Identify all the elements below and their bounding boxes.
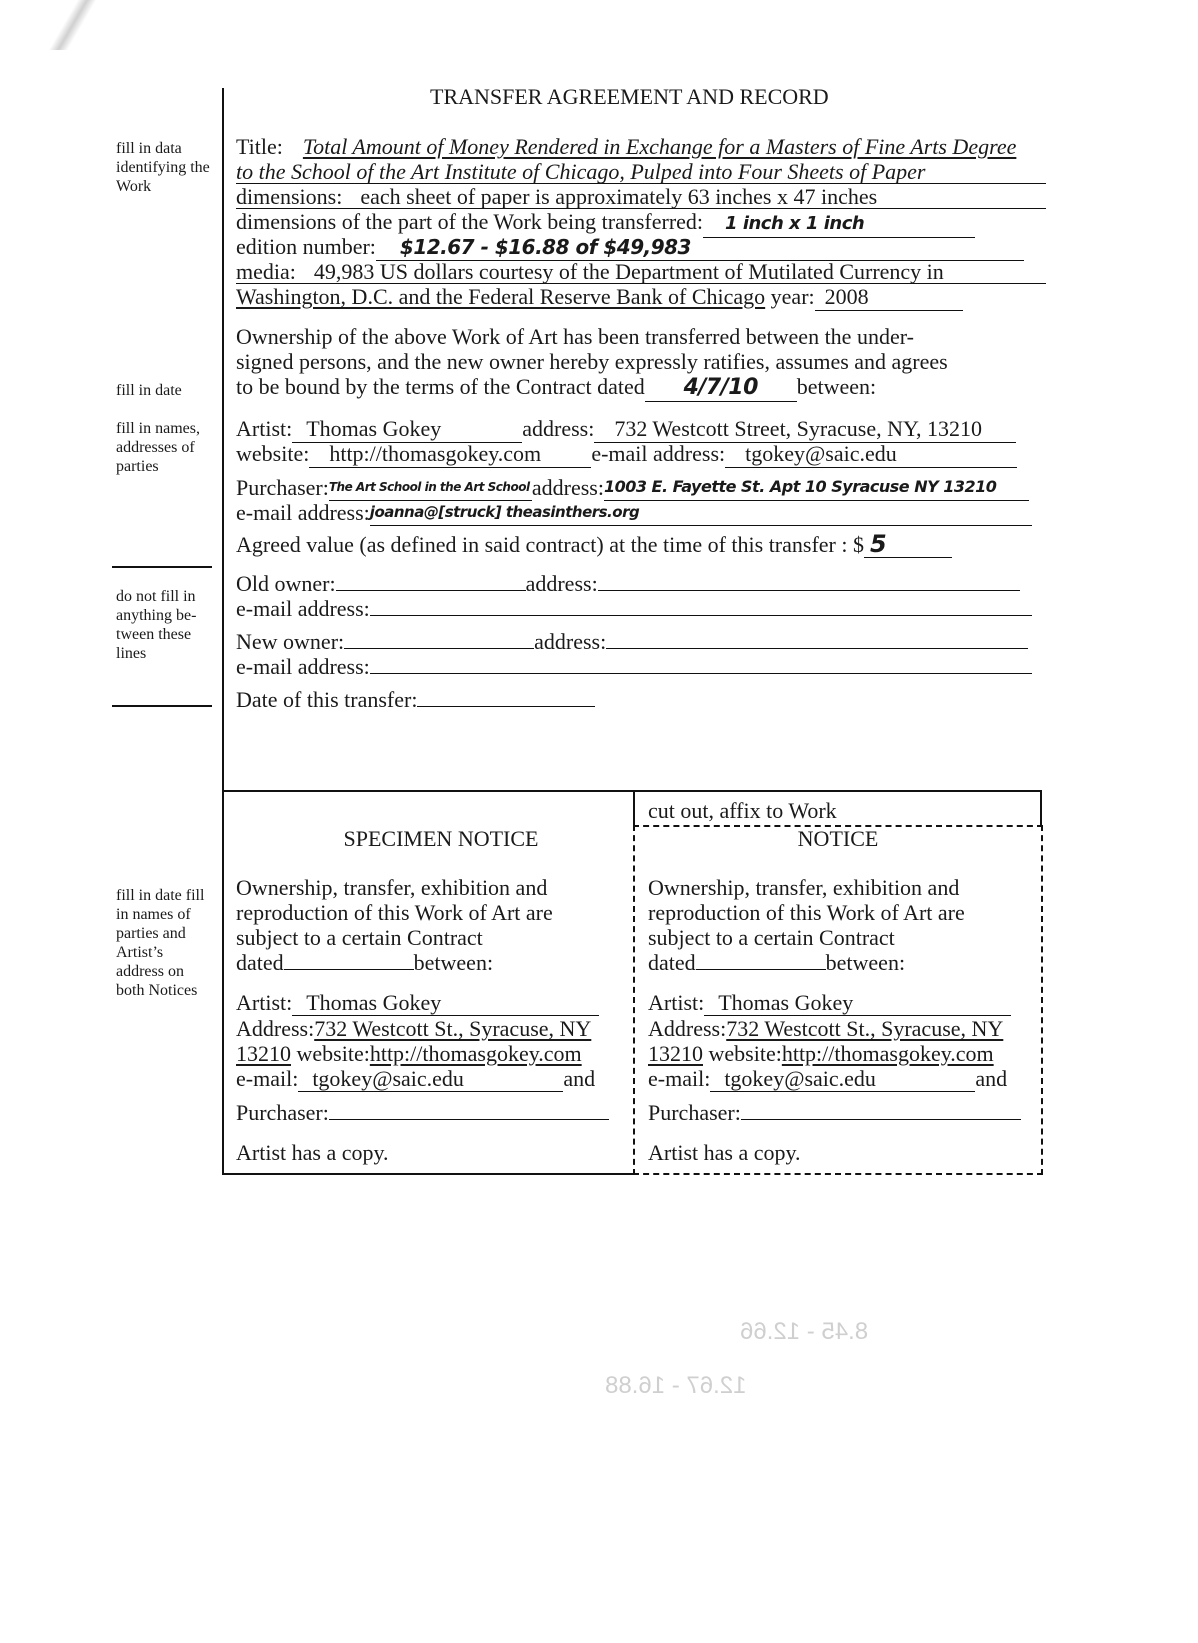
- notice-email-label: e-mail:: [648, 1066, 711, 1091]
- specimen-artist-row: [236, 990, 626, 1016]
- agreed-value-label: Agreed value (as defined in said contract) at the time of this transfer : $: [236, 532, 864, 557]
- new-owner-row: [236, 629, 1046, 655]
- ownership-line-1: Ownership of the above Work of Art has been transferred between the under-: [236, 324, 914, 349]
- media-value-2[interactable]: Washington, D.C. and the Federal Reserve Bank of Chicago: [236, 284, 766, 309]
- note-do-not-fill: do not fill in anything be- tween these lines: [116, 588, 197, 662]
- notice-zip[interactable]: 13210: [648, 1041, 703, 1066]
- specimen-dated-label: dated: [236, 950, 284, 975]
- between-label: between:: [796, 374, 877, 399]
- specimen-email[interactable]: tgokey@saic.edu: [298, 1066, 563, 1092]
- notice-address-value[interactable]: 732 Westcott St., Syracuse, NY: [726, 1016, 1004, 1041]
- old-owner-email-field[interactable]: [370, 597, 1032, 616]
- artist-label: Artist:: [236, 416, 293, 441]
- specimen-and: and: [563, 1066, 596, 1091]
- specimen-email-row: [236, 1066, 626, 1092]
- notice-email-row: [648, 1066, 1038, 1092]
- purchaser-label: Purchaser:: [236, 475, 329, 500]
- vertical-rule: [222, 88, 224, 1175]
- website-label: website:: [236, 441, 310, 466]
- transfer-date-label: Date of this transfer:: [236, 687, 418, 712]
- old-owner-address-field[interactable]: [598, 572, 1020, 591]
- part-dimensions-value[interactable]: 1 inch x 1 inch: [703, 211, 975, 238]
- specimen-address-value[interactable]: 732 Westcott St., Syracuse, NY: [314, 1016, 592, 1041]
- notice-dated-label: dated: [648, 950, 696, 975]
- document-title: TRANSFER AGREEMENT AND RECORD: [430, 84, 829, 109]
- specimen-heading: SPECIMEN NOTICE: [343, 826, 539, 851]
- artist-email-label: e-mail address:: [591, 441, 726, 466]
- contract-dated-label: to be bound by the terms of the Contract dated: [236, 374, 645, 399]
- notice-purchaser-field[interactable]: [741, 1101, 1021, 1120]
- cut-area-left-rule: [633, 790, 635, 826]
- media-value[interactable]: 49,983 US dollars courtesy of the Department of Mutilated Currency in: [313, 259, 944, 284]
- transfer-date-field[interactable]: [417, 688, 595, 707]
- paper-corner-fold: [30, 0, 120, 50]
- specimen-notice: [236, 826, 626, 1165]
- purchaser-email-label: e-mail address:: [236, 500, 370, 525]
- artist-row: [236, 416, 1046, 442]
- old-owner-field[interactable]: [336, 572, 526, 591]
- notice-email[interactable]: tgokey@saic.edu: [710, 1066, 975, 1092]
- new-owner-address-label: address:: [534, 629, 607, 654]
- artist-email-value[interactable]: tgokey@saic.edu: [725, 441, 1017, 468]
- notice-body-1: Ownership, transfer, exhibition and: [648, 875, 960, 900]
- notice: [648, 826, 1038, 1165]
- specimen-website[interactable]: http://thomasgokey.com: [369, 1041, 582, 1066]
- specimen-date-field[interactable]: [284, 951, 414, 970]
- notice-copy-note: Artist has a copy.: [648, 1140, 801, 1165]
- old-owner-row: [236, 571, 1046, 597]
- purchaser-address-value[interactable]: 1003 E. Fayette St. Apt 10 Syracuse NY 13210: [604, 474, 1029, 501]
- notice-and: and: [975, 1066, 1008, 1091]
- specimen-purchaser-field[interactable]: [329, 1101, 609, 1120]
- note-rule-bottom: [112, 705, 212, 707]
- specimen-address-row: [236, 1016, 626, 1041]
- specimen-artist-name[interactable]: Thomas Gokey: [292, 990, 599, 1016]
- specimen-purchaser-label: Purchaser:: [236, 1100, 329, 1125]
- specimen-body-3: subject to a certain Contract: [236, 925, 483, 950]
- specimen-purchaser-row: [236, 1100, 626, 1125]
- specimen-zip[interactable]: 13210: [236, 1041, 291, 1066]
- year-value[interactable]: 2008: [815, 284, 963, 311]
- title-label: Title:: [236, 134, 283, 159]
- specimen-email-label: e-mail:: [236, 1066, 299, 1091]
- edition-row: [236, 234, 1046, 260]
- specimen-website-row: [236, 1041, 626, 1066]
- title-row: [236, 134, 1046, 160]
- contract-date-value[interactable]: 4/7/10: [645, 375, 797, 402]
- cut-out-instruction: cut out, affix to Work: [648, 798, 837, 823]
- part-dimensions-row: [236, 209, 1046, 235]
- notice-between-label: between:: [825, 950, 906, 975]
- purchaser-row: [236, 474, 1046, 500]
- notice-artist-row: [648, 990, 1038, 1016]
- bleed-through-note-1: 8.45 - 12.66: [740, 1318, 869, 1345]
- notice-body-2: reproduction of this Work of Art are: [648, 900, 965, 925]
- artist-address-value[interactable]: 732 Westcott Street, Syracuse, NY, 13210: [594, 416, 1016, 443]
- notice-address-row: [648, 1016, 1038, 1041]
- new-owner-email-field[interactable]: [370, 655, 1032, 674]
- artist-name-value[interactable]: Thomas Gokey: [292, 416, 522, 443]
- purchaser-email-row: [236, 499, 1046, 525]
- part-dimensions-label: dimensions of the part of the Work being transferred:: [236, 209, 704, 234]
- bleed-through-note-2: 12.67 - 16.88: [605, 1372, 747, 1399]
- specimen-between-label: between:: [413, 950, 494, 975]
- media-row: [236, 259, 1046, 284]
- note-rule-top: [112, 566, 212, 568]
- new-owner-address-field[interactable]: [606, 630, 1028, 649]
- purchaser-address-label: address:: [531, 475, 604, 500]
- ownership-line-3: [236, 374, 1046, 400]
- notice-purchaser-label: Purchaser:: [648, 1100, 741, 1125]
- new-owner-email-label: e-mail address:: [236, 654, 370, 679]
- specimen-website-label: website:: [296, 1041, 370, 1066]
- notice-dated-row: [648, 950, 1038, 975]
- dimensions-label: dimensions:: [236, 184, 343, 209]
- notice-purchaser-row: [648, 1100, 1038, 1125]
- specimen-body-1: Ownership, transfer, exhibition and: [236, 875, 548, 900]
- notice-artist-label: Artist:: [648, 990, 705, 1015]
- notices-bottom-rule: [222, 1173, 634, 1175]
- website-value[interactable]: http://thomasgokey.com: [309, 441, 591, 468]
- new-owner-email-row: [236, 654, 1046, 680]
- agreed-value[interactable]: 5: [864, 531, 952, 558]
- title-value[interactable]: Total Amount of Money Rendered in Exchange for a Masters of Fine Arts Degree: [302, 134, 1017, 159]
- new-owner-field[interactable]: [344, 630, 534, 649]
- old-owner-address-label: address:: [525, 571, 598, 596]
- transfer-form: [236, 134, 1046, 714]
- year-label: year:: [770, 284, 815, 309]
- purchaser-email-value[interactable]: joanna@[struck] theasinthers.org: [370, 499, 1032, 526]
- title-row-2: [236, 159, 1046, 184]
- note-fill-date: fill in date: [116, 382, 182, 399]
- notice-body-3: subject to a certain Contract: [648, 925, 895, 950]
- specimen-address-label: Address:: [236, 1016, 315, 1041]
- dimensions-value[interactable]: each sheet of paper is approximately 63 inches x 47 inches: [360, 184, 878, 209]
- notice-website-label: website:: [708, 1041, 782, 1066]
- old-owner-email-row: [236, 596, 1046, 622]
- specimen-artist-label: Artist:: [236, 990, 293, 1015]
- cut-area-right-rule: [1040, 790, 1042, 826]
- notice-artist-name[interactable]: Thomas Gokey: [704, 990, 1011, 1016]
- media-label: media:: [236, 259, 296, 284]
- agreed-value-row: [236, 531, 1046, 557]
- purchaser-name-value[interactable]: The Art School in the Art School: [329, 474, 532, 501]
- media-row-2: [236, 284, 1046, 310]
- new-owner-label: New owner:: [236, 629, 345, 654]
- specimen-body-2: reproduction of this Work of Art are: [236, 900, 553, 925]
- transfer-date-row: [236, 687, 1046, 713]
- dimensions-row: [236, 184, 1046, 209]
- artist-address-label: address:: [522, 416, 595, 441]
- old-owner-label: Old owner:: [236, 571, 336, 596]
- edition-label: edition number:: [236, 234, 376, 259]
- notice-address-label: Address:: [648, 1016, 727, 1041]
- note-fill-names: fill in names, addresses of parties: [116, 420, 200, 475]
- notice-heading: NOTICE: [797, 826, 879, 851]
- ownership-line-2: signed persons, and the new owner hereby expressly ratifies, assumes and agrees: [236, 349, 948, 374]
- title-value-2[interactable]: to the School of the Art Institute of Chicago, Pulped into Four Sheets of Paper: [236, 159, 926, 184]
- old-owner-email-label: e-mail address:: [236, 596, 370, 621]
- specimen-dated-row: [236, 950, 626, 975]
- notice-website-row: [648, 1041, 1038, 1066]
- notice-website[interactable]: http://thomasgokey.com: [781, 1041, 994, 1066]
- specimen-copy-note: Artist has a copy.: [236, 1140, 389, 1165]
- website-row: [236, 441, 1046, 467]
- note-identify-work: fill in data identifying the Work: [116, 140, 210, 195]
- note-notices: fill in date fill in names of parties and Artist’s address on both Notices: [116, 887, 205, 999]
- edition-value[interactable]: $12.67 - $16.88 of $49,983: [376, 234, 1024, 261]
- notice-date-field[interactable]: [696, 951, 826, 970]
- notices-top-rule: [222, 790, 1040, 792]
